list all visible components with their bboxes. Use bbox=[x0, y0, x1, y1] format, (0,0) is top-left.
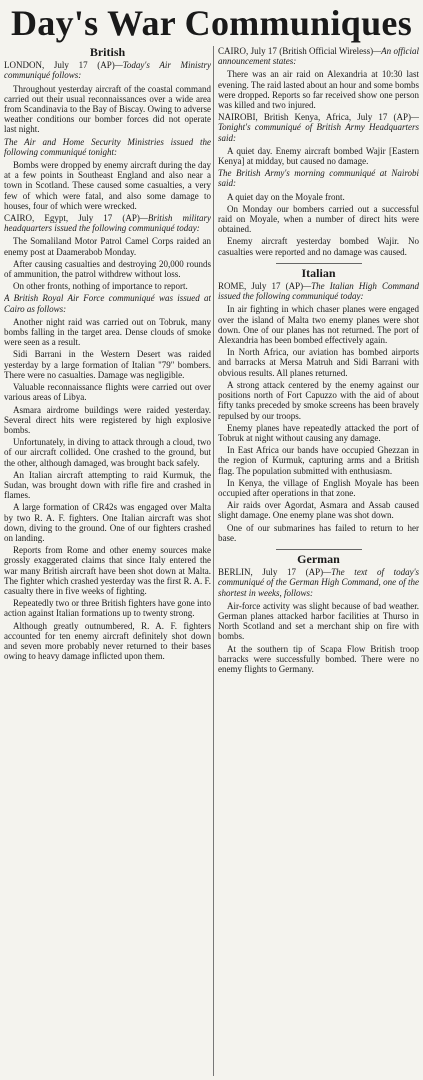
paragraph: Enemy aircraft yesterday bombed Wajir. No casualties were reported and no damage was caused. bbox=[218, 236, 419, 257]
paragraph: Sidi Barrani in the Western Desert was raided yesterday by a large formation of Italian "79" bombers. There were no casualties. Damage was negligible. bbox=[4, 349, 211, 380]
paragraph: Asmara airdrome buildings were raided yesterday. Several direct hits were registered by high explosive bombs. bbox=[4, 404, 211, 435]
paragraph: A quiet day. Enemy aircraft bombed Wajir [Eastern Kenya] at midday, but caused no damage. bbox=[218, 145, 419, 167]
intro-security-ministries: The Air and Home Security Ministries issued the following communiqué tonight: bbox=[4, 136, 211, 157]
column-divider bbox=[213, 46, 214, 1076]
right-column bbox=[218, 46, 419, 1078]
paragraph: A strong attack centered by the enemy against our positions north of Fort Capuzzo with the aid of about fifty tanks preceded by smoke screens has been bravely repulsed by our troops. bbox=[218, 379, 419, 421]
section-title-german: German bbox=[297, 551, 340, 566]
intro-army-morning: The British Army's morning communiqué at Nairobi said: bbox=[218, 168, 419, 189]
intro-raf-communique: A British Royal Air Force communiqué was issued at Cairo as follows: bbox=[4, 293, 211, 314]
dateline-berlin: BERLIN, July 17 (AP)—The text of today's communiqué of the German High Command, one of the shortest in weeks, follows: bbox=[218, 567, 419, 598]
paragraph: Reports from Rome and other enemy sources make grossly exaggerated claims that since Italy entered the war many British aircraft have been shot down at Malta. The fighter which crashed yesterday was the first R. A. F. casualty there in five weeks of fighting. bbox=[4, 545, 211, 596]
dateline-rome: ROME, July 17 (AP)—The Italian High Command issued the following communiqué today: bbox=[218, 281, 419, 302]
paragraph: Although greatly outnumbered, R. A. F. fighters accounted for ten enemy aircraft definitely shot down and seven more probably never returned to their bases owing to heavy damage inflicted upon them. bbox=[4, 620, 211, 662]
paragraph: There was an air raid on Alexandria at 10:30 last evening. The raid lasted about an hour and some bombs were dropped. Reports so far received show one person was killed and two injured. bbox=[218, 69, 419, 111]
paragraph: After causing casualties and destroying 20,000 rounds of ammunition, the patrol withdrew without loss. bbox=[4, 258, 211, 280]
dateline-nairobi: NAIROBI, British Kenya, Africa, July 17 (AP)—Tonight's communiqué of British Army Headquarters said: bbox=[218, 112, 419, 143]
paragraph: On other fronts, nothing of importance to report. bbox=[13, 281, 188, 292]
left-column bbox=[4, 46, 211, 1078]
paragraph: Bombs were dropped by enemy aircraft during the day at a few points in Southeast England and also near a town in Scotland. These caused some casualties, a very few of which were fatal, and also some damage to houses, four of which were wrecked. bbox=[4, 160, 211, 211]
paragraph: Throughout yesterday aircraft of the coastal command carried out their usual reconnaissances over a wide area from Scandinavia to the Bay of Biscay. Owing to adverse weather conditions our bomber forces did not operate last night. bbox=[4, 83, 211, 135]
paragraph: In North Africa, our aviation has bombed airports and barracks at Mersa Matruh and Sidi Barrani with obvious results. All planes returned. bbox=[218, 347, 419, 378]
section-rule bbox=[276, 263, 362, 264]
paragraph: At the southern tip of Scapa Flow British troop barracks were successfully bombed. There were no enemy flights to Germany. bbox=[218, 643, 419, 674]
paragraph: The Somaliland Motor Patrol Camel Corps raided an enemy post at Daamerabob Monday. bbox=[4, 236, 211, 257]
paragraph: In Kenya, the village of English Moyale has been occupied after operations in that zone. bbox=[218, 477, 419, 498]
dateline-cairo: CAIRO, Egypt, July 17 (AP)—British military headquarters issued the following communiqué today: bbox=[4, 213, 211, 234]
section-title-italian: Italian bbox=[301, 265, 336, 280]
section-rule bbox=[276, 549, 362, 550]
paragraph: Unfortunately, in diving to attack through a cloud, two of our aircraft collided. One crashed to the ground, but the other, although damaged, was brought back safely. bbox=[4, 437, 211, 468]
section-title-british: British bbox=[89, 46, 126, 59]
paragraph: A large formation of CR42s was engaged over Malta by two R. A. F. fighters. One Italian aircraft was shot down, diving to the ground. One of our fighters crashed on landing. bbox=[4, 502, 211, 543]
paragraph: Another night raid was carried out on Tobruk, many bombs falling in the target area. Dense clouds of smoke were seen as a result. bbox=[4, 316, 211, 348]
paragraph: An Italian aircraft attempting to raid Kurmuk, the Sudan, was brought down with rifle fire and crashed in flames. bbox=[4, 469, 211, 501]
paragraph: In East Africa our bands have occupied Ghezzan in the region of Kurmuk, capturing arms and a British flag. The population submitted with enthusiasm. bbox=[218, 445, 419, 476]
paragraph: Valuable reconnaissance flights were carried out over various areas of Libya. bbox=[4, 382, 211, 403]
paragraph: A quiet day on the Moyale front. bbox=[227, 191, 345, 202]
dateline-cairo-official: CAIRO, July 17 (British Official Wireless)—An official announcement states: bbox=[218, 46, 419, 67]
paragraph: One of our submarines has failed to return to her base. bbox=[218, 522, 419, 543]
paragraph: On Monday our bombers carried out a successful raid on Moyale, when a number of direct hits were obtained. bbox=[218, 203, 419, 235]
headline: Day's War Communiques bbox=[10, 3, 413, 43]
dateline-london: LONDON, July 17 (AP)—Today's Air Ministry communiqué follows: bbox=[4, 60, 211, 81]
paragraph: Enemy planes have repeatedly attacked the port of Tobruk at night without causing any damage. bbox=[218, 422, 419, 443]
paragraph: Repeatedly two or three British fighters have gone into action against Italian formations up to twenty strong. bbox=[4, 598, 211, 619]
paragraph: Air-force activity was slight because of bad weather. German planes attacked harbor facilities at Thurso in North Scotland and set a merchant ship on fire with bombs. bbox=[218, 600, 419, 642]
paragraph: Air raids over Agordat, Asmara and Assab caused slight damage. One enemy plane was shot down. bbox=[218, 500, 419, 521]
paragraph: In air fighting in which chaser planes were engaged over the island of Malta two enemy planes were shot down. One of our planes has not returned. The port of Alexandria has been bombed effectively again. bbox=[218, 304, 419, 346]
